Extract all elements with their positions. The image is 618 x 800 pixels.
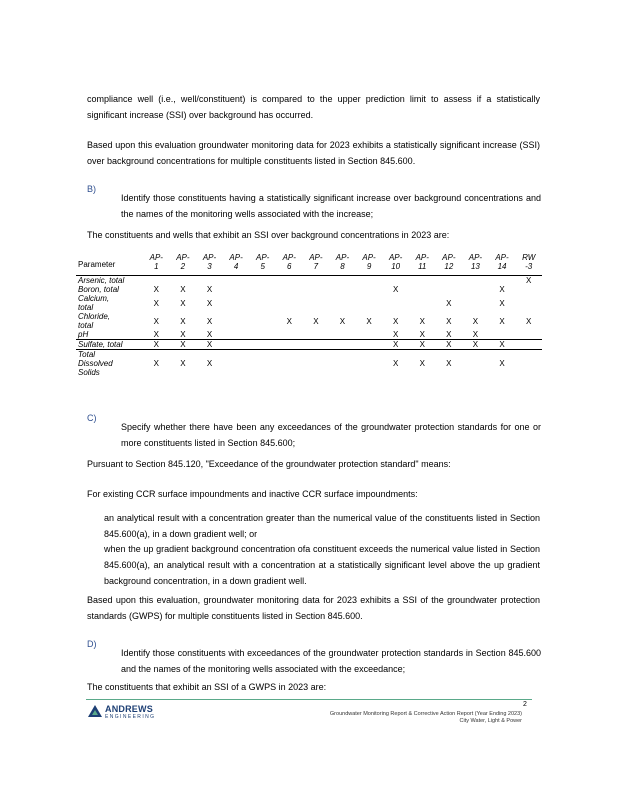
ssi-mark-cell (249, 350, 276, 378)
parameter-cell: Calcium, total (78, 294, 110, 312)
ssi-mark-cell: X (196, 340, 223, 350)
ssi-table (76, 253, 542, 377)
ssi-mark-cell: X (436, 330, 463, 340)
ssi-mark-cell (249, 294, 276, 312)
well-header: AP- 11 (409, 253, 436, 276)
table-row (76, 330, 542, 340)
ssi-mark-cell (409, 294, 436, 312)
paragraph-gwps-evaluation: Based upon this evaluation, groundwater monitoring data for 2023 exhibits a SSI of the groundwater protection standards (GWPS) for multiple constituents listed in Section 845.600. (87, 595, 540, 621)
ssi-mark-cell: X (409, 330, 436, 340)
ssi-mark-cell (276, 294, 303, 312)
parameter-cell: pH (76, 330, 143, 340)
ssi-mark-cell (276, 285, 303, 294)
ssi-mark-cell (276, 330, 303, 340)
ssi-mark-cell: X (153, 285, 159, 294)
ssi-mark-cell (143, 276, 170, 286)
ssi-mark-cell (249, 312, 276, 330)
well-header: AP- 10 (382, 253, 409, 276)
ssi-mark-cell (303, 294, 330, 312)
ssi-mark-cell: X (499, 285, 505, 294)
ssi-mark-cell (462, 294, 489, 312)
table-row (76, 312, 542, 330)
ssi-mark-cell: X (446, 359, 452, 368)
ssi-mark-cell: X (196, 330, 223, 340)
ssi-mark-cell (303, 285, 330, 294)
ssi-mark-cell: X (499, 359, 505, 368)
ssi-mark-cell: X (206, 316, 213, 326)
ssi-mark-cell: X (180, 359, 186, 368)
logo-sub: ENGINEERING (105, 714, 156, 720)
item-c-letter: C) (87, 413, 97, 423)
ssi-mark-cell (303, 330, 330, 340)
logo-word: ANDREWS (105, 704, 153, 714)
footer-divider (86, 699, 532, 700)
well-header: AP- 7 (303, 253, 330, 276)
parameter-header: Parameter (76, 253, 143, 276)
andrews-engineering-logo (88, 704, 168, 722)
ssi-mark-cell: X (446, 298, 452, 308)
ssi-mark-cell: X (436, 340, 463, 350)
ssi-mark-cell: X (180, 298, 186, 308)
table-row (76, 285, 542, 294)
ssi-mark-cell: X (392, 359, 399, 368)
ssi-mark-cell: X (170, 330, 197, 340)
ssi-mark-cell (249, 276, 276, 286)
ssi-mark-cell (515, 330, 542, 340)
ssi-mark-cell (223, 276, 250, 286)
ssi-mark-cell (329, 285, 356, 294)
ssi-mark-cell: X (170, 340, 197, 350)
ssi-mark-cell (515, 285, 542, 294)
ssi-mark-cell: X (382, 330, 409, 340)
well-header: RW -3 (515, 253, 542, 276)
ssi-mark-cell (329, 294, 356, 312)
ssi-mark-cell: X (180, 285, 186, 294)
parameter-cell: Total Dissolved Solids (78, 350, 113, 377)
paragraph-pursuant: Pursuant to Section 845.120, "Exceedance of the groundwater protection standard" means: (87, 459, 451, 469)
ssi-mark-cell: X (499, 316, 505, 326)
ssi-mark-cell: X (462, 330, 489, 340)
well-header: AP- 14 (489, 253, 516, 276)
ssi-mark-cell: X (206, 298, 213, 308)
ssi-table-header (76, 253, 542, 276)
ssi-mark-cell: X (525, 276, 532, 285)
parameter-cell: Sulfate, total (76, 340, 143, 350)
ssi-mark-cell (329, 350, 356, 378)
ssi-mark-cell (223, 330, 250, 340)
well-header: AP- 1 (143, 253, 170, 276)
paragraph-ssi-evaluation: Based upon this evaluation groundwater monitoring data for 2023 exhibits a statistically significant increase (SSI) over background concentrations for multiple constituents listed in Section 845.600. (87, 140, 540, 166)
bullet-item-2: when the up gradient background concentration ofa constituent exceeds the numerical value listed in Section 845.600(a), an analytical result with a concentration at a statistically significant level above the up gradient background concentration, in a down gradient well. (104, 544, 540, 586)
ssi-mark-cell (223, 285, 250, 294)
item-d-letter: D) (87, 639, 97, 649)
well-header: AP- 13 (462, 253, 489, 276)
well-header: AP- 5 (249, 253, 276, 276)
ssi-mark-cell (515, 350, 542, 378)
table-row (76, 350, 542, 378)
ssi-mark-cell (382, 294, 409, 312)
ssi-mark-cell (276, 350, 303, 378)
ssi-mark-cell: X (143, 340, 170, 350)
ssi-mark-cell: X (206, 359, 213, 368)
parameter-cell: Chloride, total (78, 312, 111, 330)
ssi-mark-cell: X (339, 316, 346, 326)
ssi-mark-cell (356, 285, 383, 294)
well-header: AP- 9 (356, 253, 383, 276)
ssi-mark-cell (462, 285, 489, 294)
parameter-cell: Boron, total (78, 285, 119, 294)
ssi-mark-cell (276, 276, 303, 286)
ssi-mark-cell (436, 285, 463, 294)
ssi-mark-cell (356, 350, 383, 378)
ssi-mark-cell (356, 340, 383, 350)
page-number: 2 (523, 701, 527, 708)
table-row (76, 294, 542, 312)
ssi-mark-cell (462, 276, 489, 286)
ssi-mark-cell (462, 350, 489, 378)
ssi-mark-cell (276, 340, 303, 350)
ssi-mark-cell (303, 276, 330, 286)
ssi-mark-cell (329, 340, 356, 350)
bullet-item-1: an analytical result with a concentration greater than the numerical value of the constituents listed in Section 845.600(a), in a down gradient well; or (104, 513, 540, 539)
ssi-mark-cell (356, 294, 383, 312)
well-header: AP- 2 (170, 253, 197, 276)
ssi-mark-cell (249, 285, 276, 294)
ssi-mark-cell (436, 276, 463, 286)
ssi-mark-cell: X (462, 340, 489, 350)
well-header: AP- 12 (436, 253, 463, 276)
ssi-mark-cell: X (489, 340, 516, 350)
ssi-mark-cell (170, 276, 197, 286)
ssi-mark-cell (515, 294, 542, 312)
well-header: AP- 3 (196, 253, 223, 276)
ssi-mark-cell (223, 294, 250, 312)
well-header: AP- 4 (223, 253, 250, 276)
ssi-mark-cell (329, 276, 356, 286)
ssi-mark-cell (329, 330, 356, 340)
table-row (76, 276, 542, 286)
ssi-mark-cell: X (472, 316, 479, 326)
ssi-mark-cell (489, 330, 516, 340)
ssi-mark-cell: X (153, 298, 159, 308)
footer-report-title: Groundwater Monitoring Report & Corrective Action Report (Year Ending 2023) City Water, Light & Power (329, 711, 522, 724)
ssi-mark-cell: X (143, 330, 170, 340)
ssi-mark-cell (515, 340, 542, 350)
ssi-mark-cell (249, 340, 276, 350)
ssi-mark-cell: X (392, 316, 399, 326)
ssi-mark-cell: X (409, 340, 436, 350)
ssi-mark-cell: X (180, 316, 186, 326)
ssi-mark-cell (356, 276, 383, 286)
ssi-mark-cell (409, 285, 436, 294)
ssi-mark-cell: X (525, 316, 532, 326)
item-c-text: Specify whether there have been any exceedances of the groundwater protection standards for one or more constituents listed in Section 845.600; (121, 422, 541, 448)
ssi-mark-cell: X (392, 285, 399, 294)
table-row (76, 340, 542, 350)
item-b-letter: B) (87, 184, 96, 194)
ssi-mark-cell: X (286, 316, 292, 326)
ssi-mark-cell: X (313, 316, 319, 326)
paragraph-gwps-intro: The constituents that exhibit an SSI of a GWPS in 2023 are: (87, 682, 327, 692)
paragraph-existing-ccr: For existing CCR surface impoundments and inactive CCR surface impoundments: (87, 489, 418, 499)
ssi-mark-cell: X (419, 316, 425, 326)
ssi-mark-cell (303, 350, 330, 378)
ssi-mark-cell (196, 276, 223, 286)
ssi-mark-cell: X (366, 316, 372, 326)
ssi-mark-cell (223, 350, 250, 378)
ssi-mark-cell (223, 340, 250, 350)
ssi-mark-cell: X (499, 298, 505, 308)
ssi-mark-cell (489, 276, 516, 286)
paragraph-ssi-intro: The constituents and wells that exhibit an SSI over background concentrations in 2023 are: (87, 230, 450, 240)
ssi-mark-cell (303, 340, 330, 350)
ssi-mark-cell: X (206, 285, 213, 294)
ssi-mark-cell (409, 276, 436, 286)
ssi-mark-cell: X (153, 316, 159, 326)
item-d-text: Identify those constituents with exceedances of the groundwater protection standards in Section 845.600 and the names of the monitoring wells associated with the exceedance; (121, 648, 541, 674)
ssi-mark-cell (223, 312, 250, 330)
ssi-mark-cell (249, 330, 276, 340)
parameter-cell: Arsenic, total (78, 276, 125, 285)
ssi-mark-cell: X (153, 359, 159, 368)
logo-mark-icon (88, 705, 102, 717)
ssi-mark-cell (356, 330, 383, 340)
ssi-mark-cell: X (382, 340, 409, 350)
well-header: AP- 8 (329, 253, 356, 276)
ssi-mark-cell (382, 276, 409, 286)
well-header: AP- 6 (276, 253, 303, 276)
paragraph-compliance-well: compliance well (i.e., well/constituent) is compared to the upper prediction limit to assess if a statistically significant increase (SSI) over background has occurred. (87, 94, 540, 120)
item-b-text: Identify those constituents having a statistically significant increase over background concentrations and the names of the monitoring wells associated with the increase; (121, 193, 541, 219)
ssi-mark-cell: X (446, 316, 452, 326)
ssi-mark-cell: X (419, 359, 425, 368)
